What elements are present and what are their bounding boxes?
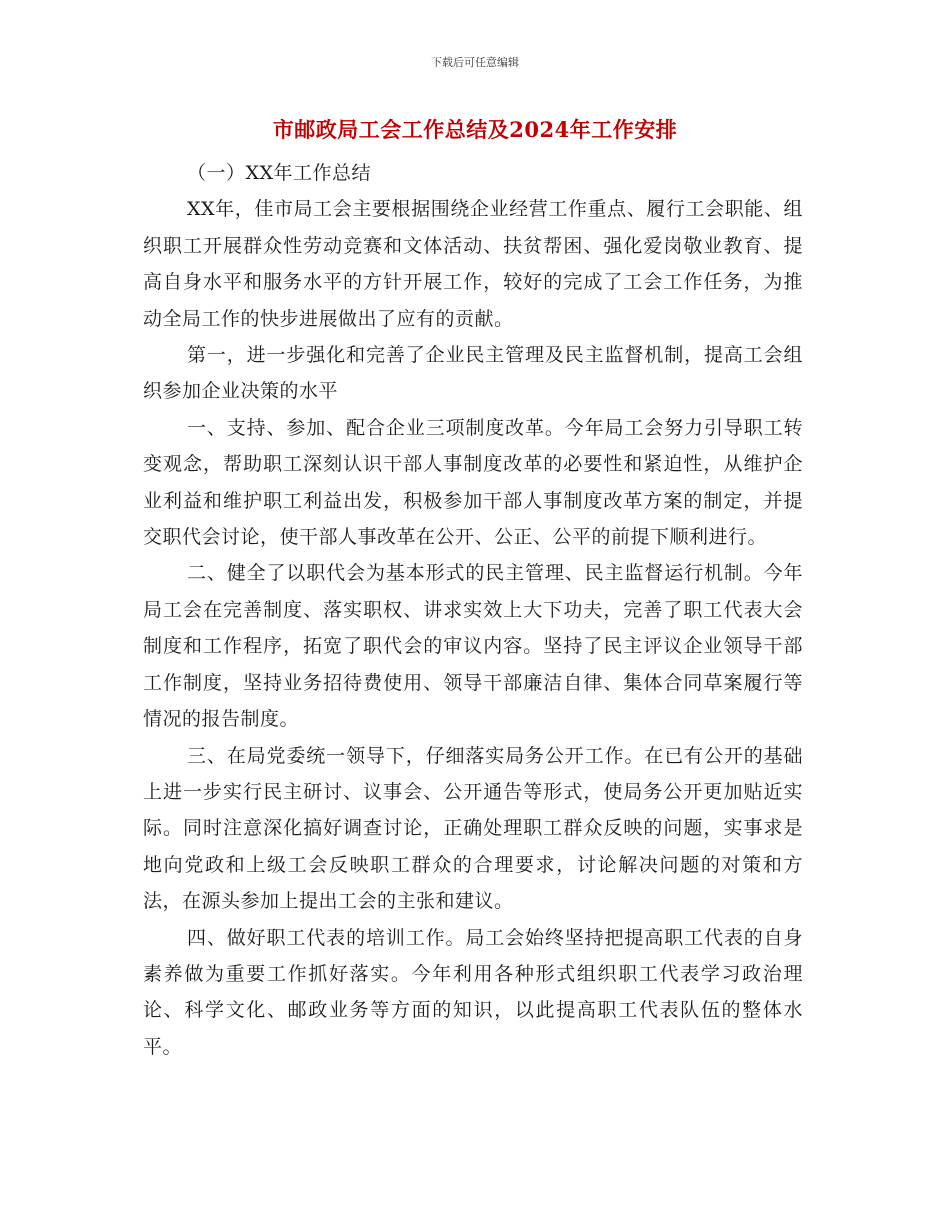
- paragraph-item-2: 二、健全了以职代会为基本形式的民主管理、民主监督运行机制。今年局工会在完善制度、落实职权、讲求实效上大下功夫，完善了职工代表大会制度和工作程序，拓宽了职代会的审议内容。坚持了民主评议企业领导干部工作制度，坚持业务招待费使用、领导干部廉洁自律、集体合同草案履行等情况的报告制度。: [143, 562, 803, 731]
- paragraph-item-4: 四、做好职工代表的培训工作。局工会始终坚持把提高职工代表的自身素养做为重要工作抓好落实。今年利用各种形式组织职工代表学习政治理论、科学文化、邮政业务等方面的知识，以此提高职工代表队伍的整体水平。: [143, 926, 803, 1058]
- section-heading: （一）XX年工作总结: [187, 162, 372, 184]
- header-note: 下载后可任意编辑: [431, 56, 519, 69]
- document-title: 市邮政局工会工作总结及2024年工作安排: [272, 117, 678, 142]
- paragraph-summary: XX年，佳市局工会主要根据围绕企业经营工作重点、履行工会职能、组织职工开展群众性劳动竞赛和文体活动、扶贫帮困、强化爱岗敬业教育、提高自身水平和服务水平的方针开展工作，较好的完成了工会工作任务，为推动全局工作的快步进展做出了应有的贡献。: [143, 198, 803, 330]
- paragraph-first-point: 第一，进一步强化和完善了企业民主管理及民主监督机制，提高工会组织参加企业决策的水平: [143, 344, 803, 403]
- paragraph-item-1: 一、支持、参加、配合企业三项制度改革。今年局工会努力引导职工转变观念，帮助职工深刻认识干部人事制度改革的必要性和紧迫性，从维护企业利益和维护职工利益出发，积极参加干部人事制度改革方案的制定，并提交职代会讨论，使干部人事改革在公开、公正、公平的前提下顺利进行。: [143, 416, 803, 549]
- document-body: [143, 155, 803, 1065]
- paragraph-item-3: 三、在局党委统一领导下，仔细落实局务公开工作。在已有公开的基础上进一步实行民主研讨、议事会、公开通告等形式，使局务公开更加贴近实际。同时注意深化搞好调查讨论，正确处理职工群众反映的问题，实事求是地向党政和上级工会反映职工群众的合理要求，讨论解决问题的对策和方法，在源头参加上提出工会的主张和建议。: [143, 744, 803, 913]
